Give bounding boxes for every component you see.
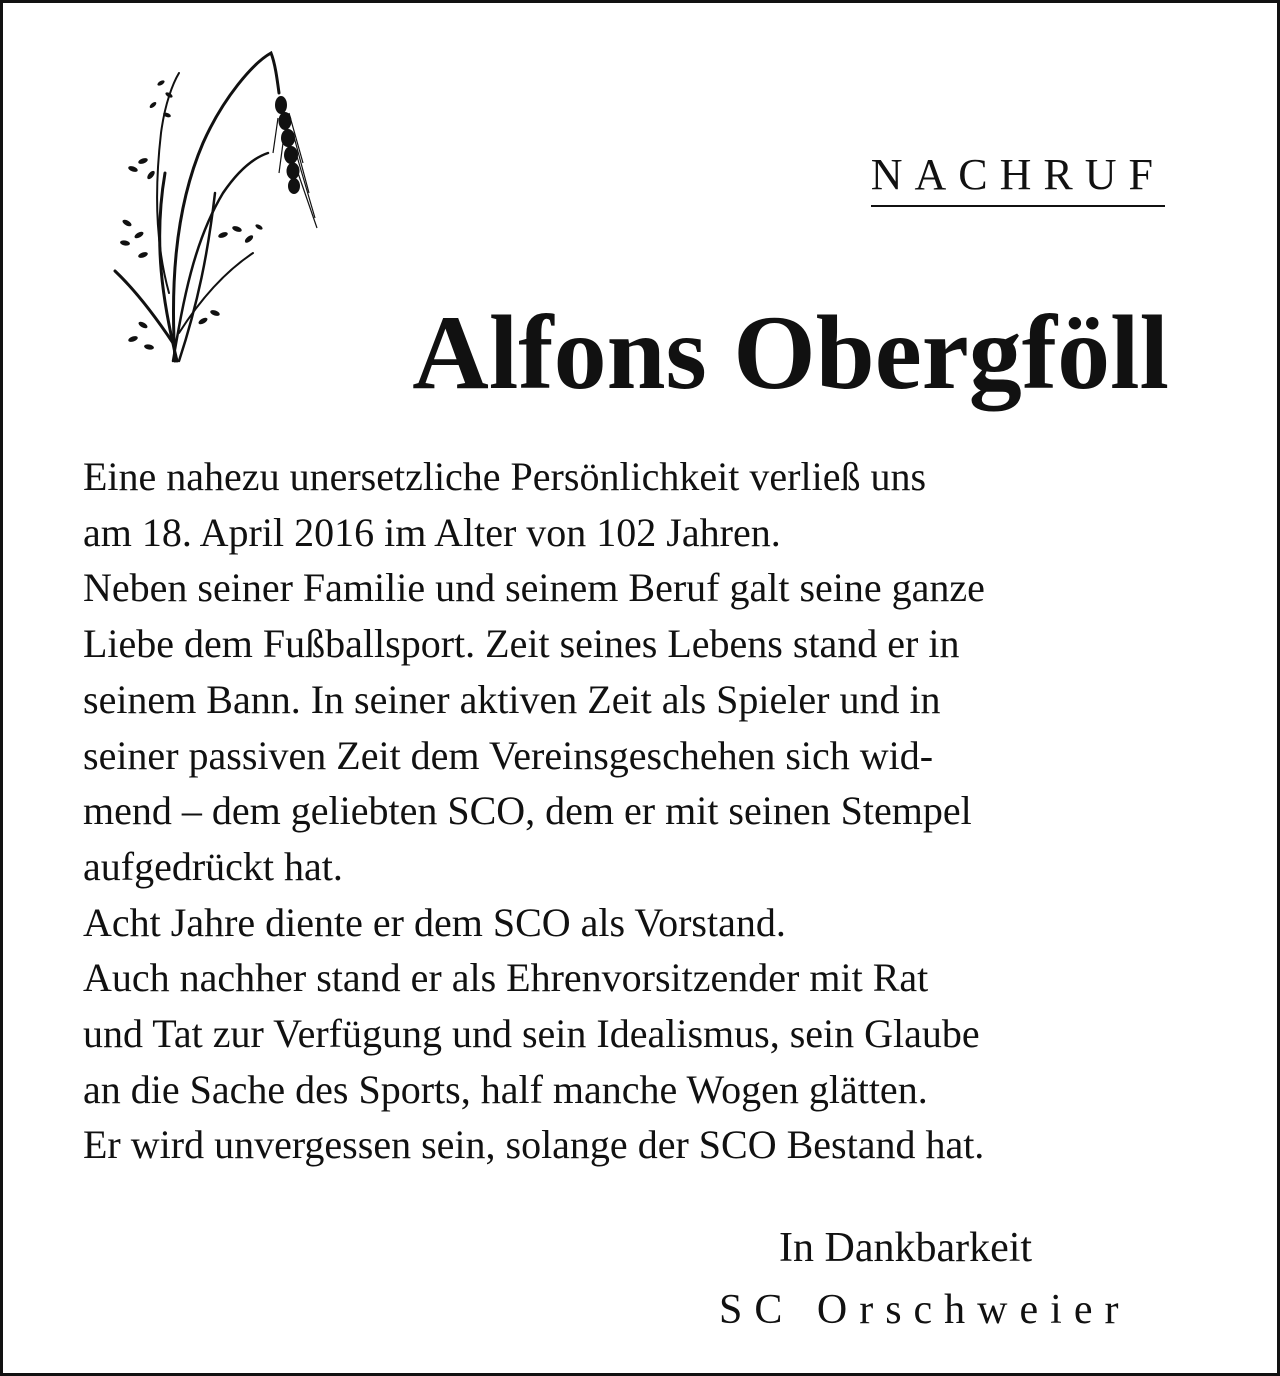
text-line: am 18. April 2016 im Alter von 102 Jahren. <box>83 509 781 555</box>
text-line: mend – dem geliebten SCO, dem er mit seinen Stempel <box>83 788 972 834</box>
text-line: seinem Bann. In seiner aktiven Zeit als Spieler und in <box>83 676 941 722</box>
text-line: seiner passiven Zeit dem Vereinsgeschehen sich wid- <box>83 732 934 778</box>
text-line: und Tat zur Verfügung und sein Idealismus, sein Glaube <box>83 1011 980 1057</box>
text-line: aufgedrückt hat. <box>83 843 343 889</box>
obituary-text <box>83 449 1203 1173</box>
text-line: Liebe dem Fußballsport. Zeit seines Lebens stand er in <box>83 621 960 667</box>
text-line: Acht Jahre diente er dem SCO als Vorstand. <box>83 899 786 945</box>
text-line: Er wird unvergessen sein, solange der SCO Bestand hat. <box>83 1122 985 1168</box>
grass-and-wheat-ear-icon <box>103 43 333 373</box>
text-line: an die Sache des Sports, half manche Wogen glätten. <box>83 1066 928 1112</box>
text-line: Eine nahezu unersetzliche Persönlichkeit verließ uns <box>83 454 927 499</box>
text-line: Auch nachher stand er als Ehrenvorsitzender mit Rat <box>83 955 929 1001</box>
notice-heading: NACHRUF <box>871 149 1165 207</box>
text-line: Neben seiner Familie und seinem Beruf galt seine ganze <box>83 565 985 611</box>
club-signature: SC Orschweier <box>719 1287 1131 1333</box>
deceased-name: Alfons Obergföll <box>412 294 1169 411</box>
closing-phrase: In Dankbarkeit <box>779 1225 1033 1271</box>
